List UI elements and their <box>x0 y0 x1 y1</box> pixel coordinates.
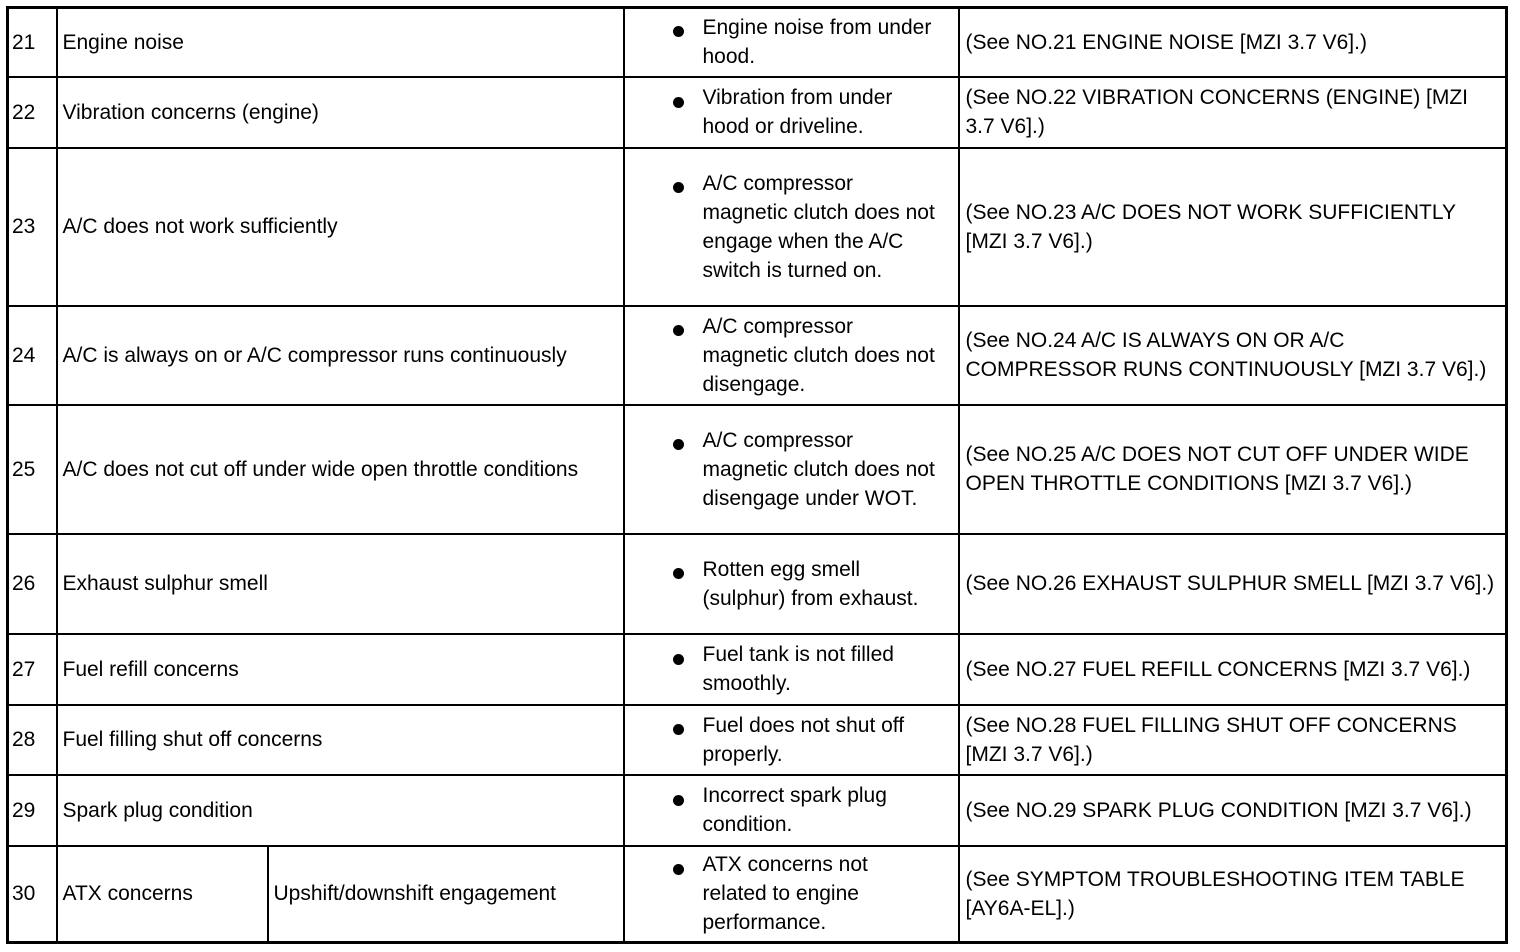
table-row <box>8 846 1507 943</box>
bullet-icon <box>673 97 684 108</box>
table-row <box>8 775 1507 846</box>
condition-cell-text: Incorrect spark plug condition. <box>702 784 887 836</box>
item-number <box>8 148 57 306</box>
symptom-cell <box>57 306 624 405</box>
item-number-text: 22 <box>12 100 36 124</box>
bullet-icon <box>673 182 684 193</box>
item-number <box>8 846 57 943</box>
symptom-cell-text: Fuel refill concerns <box>62 657 239 681</box>
bullet-icon <box>673 325 684 336</box>
condition-cell-text: Engine noise from under hood. <box>702 16 932 69</box>
symptom-cell-text: Engine noise <box>62 30 184 54</box>
item-number-text: 21 <box>12 30 36 54</box>
reference-cell <box>959 846 1507 943</box>
bullet-icon <box>673 654 684 665</box>
symptom-cell <box>57 148 624 306</box>
condition-cell <box>624 77 959 148</box>
condition-cell-text: A/C compressor magnetic clutch does not disengage under WOT. <box>702 428 935 510</box>
reference-cell-text: (See NO.29 SPARK PLUG CONDITION [MZI 3.7 V6].) <box>965 798 1472 822</box>
condition-cell <box>624 846 959 943</box>
bullet-icon <box>673 724 684 735</box>
symptom-cell-text: Spark plug condition <box>62 798 253 822</box>
item-number <box>8 77 57 148</box>
symptom-cell <box>57 775 624 846</box>
bullet-icon <box>673 26 684 37</box>
item-number-text: 28 <box>12 728 36 751</box>
table-row <box>8 148 1507 306</box>
condition-cell-text: ATX concerns not related to engine performance. <box>702 853 868 935</box>
condition-cell <box>624 775 959 846</box>
reference-cell-text: (See NO.22 VIBRATION CONCERNS (ENGINE) [MZI 3.7 V6].) <box>965 86 1469 138</box>
condition-cell <box>624 634 959 705</box>
table-row <box>8 634 1507 705</box>
symptom-cell-text: Vibration concerns (engine) <box>62 100 319 124</box>
symptom-cell-text: A/C is always on or A/C compressor runs continuously <box>62 343 567 367</box>
reference-cell-text: (See SYMPTOM TROUBLESHOOTING ITEM TABLE [AY6A-EL].) <box>965 867 1465 920</box>
condition-cell <box>624 705 959 775</box>
item-number <box>8 634 57 705</box>
symptom-troubleshooting-table <box>6 6 1508 944</box>
reference-cell <box>959 306 1507 405</box>
symptom-cell <box>57 705 624 775</box>
item-number-text: 29 <box>12 798 36 822</box>
reference-cell-text: (See NO.23 A/C DOES NOT WORK SUFFICIENTLY [MZI 3.7 V6].) <box>965 200 1456 253</box>
bullet-icon <box>673 439 684 450</box>
symptom-cell <box>57 77 624 148</box>
symptom-cell <box>57 534 624 634</box>
table-row <box>8 705 1507 775</box>
item-number <box>8 405 57 534</box>
reference-cell <box>959 705 1507 775</box>
condition-cell <box>624 534 959 634</box>
reference-cell <box>959 534 1507 634</box>
symptom-cell <box>57 846 268 943</box>
condition-cell-text: Fuel does not shut off properly. <box>702 713 905 766</box>
condition-cell <box>624 148 959 306</box>
item-number <box>8 8 57 77</box>
item-number-text: 23 <box>12 215 36 238</box>
symptom-cell-text: Fuel filling shut off concerns <box>62 728 323 751</box>
symptom-cell <box>57 8 624 77</box>
condition-cell <box>624 8 959 77</box>
item-number-text: 30 <box>12 882 36 906</box>
sub-symptom-cell-text: Upshift/downshift engagement <box>273 882 557 906</box>
reference-cell <box>959 775 1507 846</box>
symptom-cell <box>57 405 624 534</box>
table-row <box>8 405 1507 534</box>
item-number-text: 24 <box>12 343 36 367</box>
item-number-text: 26 <box>12 572 36 595</box>
table-row <box>8 77 1507 148</box>
symptom-cell-text: Exhaust sulphur smell <box>62 572 268 595</box>
bullet-icon <box>673 568 684 579</box>
reference-cell-text: (See NO.27 FUEL REFILL CONCERNS [MZI 3.7 V6].) <box>965 657 1471 681</box>
condition-cell-text: Vibration from under hood or driveline. <box>702 86 893 138</box>
symptom-cell-text: A/C does not cut off under wide open throttle conditions <box>62 457 579 481</box>
symptom-cell-text: ATX concerns <box>62 882 193 906</box>
reference-cell-text: (See NO.26 EXHAUST SULPHUR SMELL [MZI 3.7 V6].) <box>965 572 1495 595</box>
table-row <box>8 306 1507 405</box>
reference-cell <box>959 148 1507 306</box>
reference-cell-text: (See NO.21 ENGINE NOISE [MZI 3.7 V6].) <box>965 30 1367 54</box>
bullet-icon <box>673 864 684 875</box>
item-number <box>8 775 57 846</box>
item-number-text: 27 <box>12 657 36 681</box>
reference-cell <box>959 77 1507 148</box>
symptom-cell-text: A/C does not work sufficiently <box>62 215 338 238</box>
item-number <box>8 306 57 405</box>
symptom-cell <box>57 634 624 705</box>
reference-cell <box>959 405 1507 534</box>
item-number-text: 25 <box>12 457 36 481</box>
condition-cell <box>624 405 959 534</box>
reference-cell-text: (See NO.24 A/C IS ALWAYS ON OR A/C COMPRESSOR RUNS CONTINUOUSLY [MZI 3.7 V6].) <box>965 329 1487 381</box>
reference-cell <box>959 634 1507 705</box>
sub-symptom-cell <box>268 846 624 943</box>
condition-cell-text: A/C compressor magnetic clutch does not disengage. <box>702 314 935 396</box>
condition-cell <box>624 306 959 405</box>
item-number <box>8 534 57 634</box>
table-row <box>8 8 1507 77</box>
condition-cell-text: Fuel tank is not filled smoothly. <box>702 643 894 695</box>
condition-cell-text: Rotten egg smell (sulphur) from exhaust. <box>702 557 919 610</box>
item-number <box>8 705 57 775</box>
reference-cell <box>959 8 1507 77</box>
reference-cell-text: (See NO.28 FUEL FILLING SHUT OFF CONCERNS [MZI 3.7 V6].) <box>965 713 1457 766</box>
bullet-icon <box>673 795 684 806</box>
condition-cell-text: A/C compressor magnetic clutch does not engage when the A/C switch is turned on. <box>702 171 935 282</box>
table-row <box>8 534 1507 634</box>
reference-cell-text: (See NO.25 A/C DOES NOT CUT OFF UNDER WIDE OPEN THROTTLE CONDITIONS [MZI 3.7 V6].) <box>965 443 1469 495</box>
